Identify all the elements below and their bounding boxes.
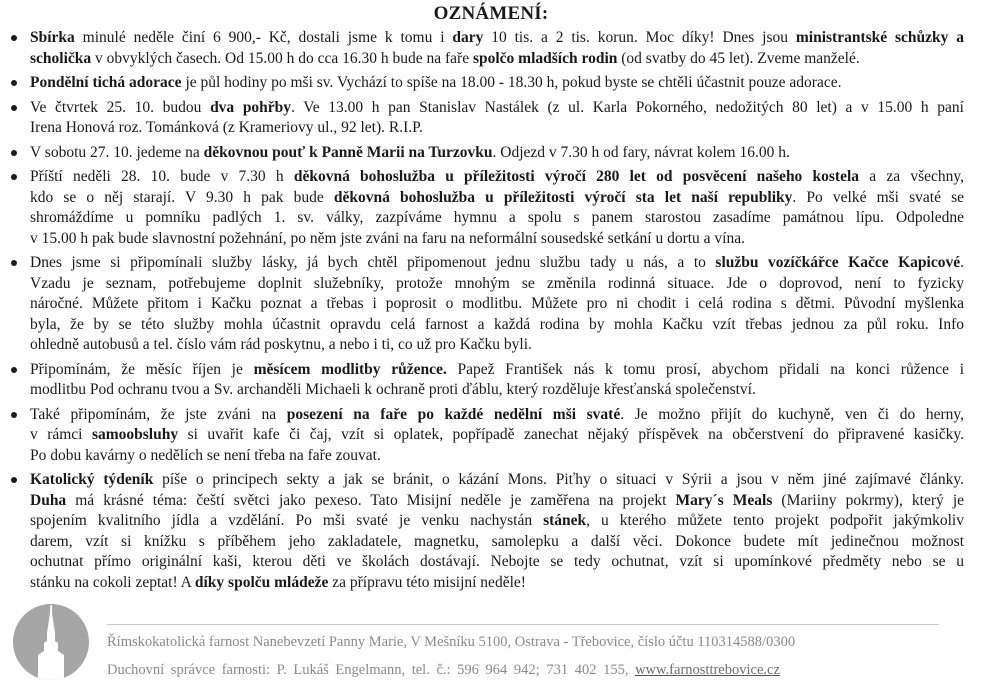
footer-contact	[107, 662, 780, 679]
announcement-line	[30, 573, 964, 594]
announcement-line	[30, 73, 964, 94]
body-text: (od svatby do 45 let). Zveme manželé.	[617, 49, 860, 67]
announcement-line	[30, 118, 964, 139]
emphasis-text: děkovnou pouť k Panně Marii na Turzovku	[203, 143, 493, 161]
emphasis-text: Sbírka	[30, 29, 75, 46]
body-text: darem, vzít si knížku s příběhem jeho zakladatele, magnetku, samolepku a další věci. Dokonce budete mít jedinečnou možnost	[30, 532, 964, 550]
emphasis-text: samoobsluhy	[91, 426, 179, 443]
body-text: Po dobu kavárny o nedělích se není třeba na faře zouvat.	[30, 446, 381, 464]
body-text: náročné. Můžete přitom i Kačku poznat a třebas i poprosit o modlitbu. Můžete pro ni chodit i celá rodina s dětmi. Původní myšlenka	[30, 295, 964, 312]
announcement-line	[30, 425, 964, 446]
bullet-icon	[11, 260, 17, 266]
footer-address: Římskokatolická farnost Nanebevzetí Panny Marie, V Mešníku 5100, Ostrava - Třebovice, číslo účtu 110314588/0300	[107, 634, 796, 650]
body-text: shromáždíme u pomníku padlých 1. sv. války, zazpíváme hymnu a spolu s panem starostou zasadíme památnou lípu. Odpoledne	[30, 209, 964, 226]
body-text: . Po velké mši svaté se	[792, 188, 964, 206]
announcement-line	[30, 98, 964, 119]
body-text: 10 tis. a 2 tis. korun. Moc díky! Dnes jsou	[483, 29, 796, 46]
footer-divider	[107, 624, 939, 625]
bullet-icon	[11, 35, 17, 41]
announcement-line	[30, 380, 964, 401]
announcement-line	[30, 446, 964, 467]
bullet-icon	[11, 367, 17, 373]
body-text: Dnes jsme si připomínali služby lásky, já bych chtěl připomenout jednu službu tady u nás, a to	[30, 254, 716, 271]
body-text: stánku na cokoli zeptat! A	[30, 573, 195, 591]
announcement-item	[0, 28, 982, 69]
emphasis-text: dva pohřby	[210, 98, 292, 116]
emphasis-text: službu vozíčkářce Kačce Kapicové	[715, 254, 961, 271]
announcement-line	[30, 532, 964, 553]
body-text: Irena Honová roz. Tománková (z Krameriovy ul., 92 let). R.I.P.	[30, 119, 423, 136]
bullet-icon	[11, 80, 17, 86]
body-text: je půl hodiny po mši sv. Vychází to spíše na 18.00 - 18.30 h, pokud byste se chtěli účastnit pouze adorace.	[181, 74, 842, 91]
bullet-icon	[11, 412, 17, 418]
website-link[interactable]: www.farnosttrebovice.cz	[635, 662, 780, 678]
body-text: (Mariiny pokrmy), který je	[772, 491, 964, 509]
announcement-line	[30, 405, 964, 426]
announcement-line	[30, 143, 964, 164]
bullet-icon	[11, 477, 17, 483]
announcement-line	[30, 491, 964, 512]
emphasis-text: dary	[452, 29, 484, 46]
body-text: Příští neděli 28. 10. bude v 7.30 h	[30, 168, 294, 185]
body-text: v obvyklých časech. Od 15.00 h do cca 16.30 h bude na faře	[91, 49, 473, 67]
body-text: modlitbu Pod ochranu tvou a Sv. archanděli Michaeli k ochraně proti ďáblu, který rozděluje křesťanská společenství.	[30, 381, 756, 398]
body-text: spojením kvalitního jídla a vzdělání. Po mši svaté je venku nachystán	[30, 512, 544, 529]
emphasis-text: stánek	[543, 512, 587, 529]
body-text: . Odjezd v 7.30 h od fary, návrat kolem 16.00 h.	[492, 143, 790, 161]
emphasis-text: Duha	[30, 491, 67, 509]
emphasis-text: děkovná bohoslužba u příležitosti výročí sta let naší republiky	[333, 188, 793, 206]
church-logo-icon	[12, 603, 90, 681]
body-text: a za všechny,	[859, 168, 964, 185]
announcement-line	[30, 511, 964, 532]
announcement-line	[30, 188, 964, 209]
announcement-item	[0, 98, 982, 139]
announcement-line	[30, 208, 964, 229]
emphasis-text: scholička	[30, 49, 92, 67]
announcement-item	[0, 167, 982, 249]
body-text: v rámci	[30, 426, 92, 443]
body-text: Ve čtvrtek 25. 10. budou	[30, 98, 211, 116]
emphasis-text: posezení na faře po každé nedělní mši svaté	[286, 405, 621, 423]
announcement-item	[0, 143, 982, 164]
announcement-line	[30, 315, 964, 336]
body-text: ochutnat přímo originální kaši, kterou děti ve školách dostávají. Nebojte se tedy ochutnat, vzít si upomínkové předměty nebo se u	[30, 553, 964, 570]
body-text: .	[960, 254, 964, 271]
body-text: Připomínám, že měsíc říjen je	[30, 360, 254, 378]
body-text: za přípravu této misijní neděle!	[328, 573, 526, 591]
body-text: byla, že by se této služby mohla účastnit opravdu celá farnost a každá rodina by mohla Kačku vzít třebas jednou za půl roku. Info	[30, 315, 964, 333]
announcement-item	[0, 73, 982, 94]
body-text: v 15.00 h pak bude slavnostní požehnání, po něm jste zváni na faru na neformální sousedské setkání u dortu a vína.	[30, 229, 745, 247]
emphasis-text: děkovná bohoslužba u příležitosti výročí 280 let od posvěcení našeho kostela	[293, 168, 860, 185]
announcement-line	[30, 360, 964, 381]
body-text: . Ve 13.00 h pan Stanislav Nastálek (z ul. Karla Pokorného, nedožitých 80 let) a v 15.00 h paní	[291, 98, 964, 116]
emphasis-text: ministrantské schůzky a	[795, 29, 965, 46]
announcement-line	[30, 274, 964, 295]
body-text: Papež František nás k tomu prosí, abychom přidali na konci růžence i	[446, 360, 964, 378]
announcement-item	[0, 405, 982, 467]
bullet-icon	[11, 150, 17, 156]
announcement-line	[30, 49, 964, 70]
body-text: Také připomínám, že jste zváni na	[30, 405, 287, 423]
body-text: , u kterého můžete tento projekt podpořit jakýmkoliv	[586, 512, 964, 529]
announcement-line	[30, 229, 964, 250]
body-text: má krásné téma: čeští světci jako pexeso. Tato Misijní neděle je zaměřena na projekt	[66, 491, 676, 509]
announcement-line	[30, 253, 964, 274]
body-text: V sobotu 27. 10. jedeme na	[30, 143, 204, 161]
emphasis-text: Mary´s Meals	[675, 491, 773, 509]
announcement-line	[30, 167, 964, 188]
emphasis-text: spolčo mladších rodin	[472, 49, 618, 67]
body-text: si uvařit kafe či čaj, vzít si oplatek, popřípadě zanechat nějaký příspěvek na občerstvení do připravené kasičky.	[178, 426, 964, 443]
emphasis-text: Pondělní tichá adorace	[30, 74, 182, 91]
page-title: OZNÁMENÍ:	[433, 3, 549, 24]
announcement-line	[30, 552, 964, 573]
bullet-icon	[11, 174, 17, 180]
body-text: kdo se o něj starají. V 9.30 h pak bude	[30, 188, 334, 206]
announcement-list	[0, 28, 982, 597]
body-text: píše o principech sekty a jak se bránit, o kázání Mons. Piťhy o situaci v Sýrii a jsou v něm jiné zajímavé články.	[153, 471, 964, 488]
announcement-item	[0, 360, 982, 401]
body-text: minulé neděle činí 6 900,- Kč, dostali jsme k tomu i	[74, 29, 453, 46]
announcement-line	[30, 335, 964, 356]
announcement-line	[30, 28, 964, 49]
body-text: . Je možno přijít do kuchyně, ven či do herny,	[620, 405, 964, 423]
emphasis-text: měsícem modlitby růžence.	[253, 360, 447, 378]
announcement-line	[30, 294, 964, 315]
footer-contact-text: Duchovní správce farnosti: P. Lukáš Engelmann, tel. č.: 596 964 942; 731 402 155,	[107, 662, 636, 678]
body-text: ohledně autobusů a tel. číslo vám rád poskytnu, a nebo i ti, co už pro Kačku byli.	[30, 336, 532, 353]
announcement-line	[30, 470, 964, 491]
announcement-item	[0, 470, 982, 593]
emphasis-text: díky spolču mládeže	[194, 573, 329, 591]
announcement-item	[0, 253, 982, 356]
body-text: Vzadu je seznam, potřebujeme doplnit služebníky, protože mnohým se změnila rodinná situace. Jde o doprovod, není to fyzicky	[30, 274, 964, 292]
emphasis-text: Katolický týdeník	[30, 471, 154, 488]
bullet-icon	[11, 105, 17, 111]
